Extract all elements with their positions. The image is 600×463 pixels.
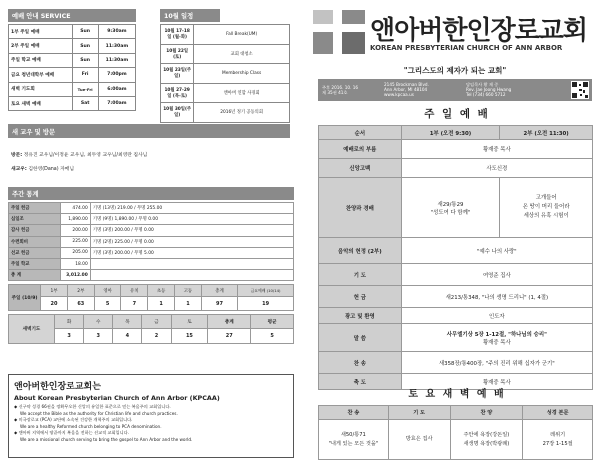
table-row: 10월 22일(토) 교회 대청소	[161, 44, 290, 64]
church-logo	[313, 10, 365, 54]
table-row: 신앙고백 사도신경	[319, 159, 593, 178]
attendance-label: 주일 (10/9)	[9, 285, 41, 311]
cross-logo-icon	[313, 10, 365, 54]
table-row: 1부 주일 예배 Sun 9:30am	[9, 25, 136, 39]
offering-table	[8, 202, 294, 281]
table-row: 10월 23일(주일) Membership Class	[161, 64, 290, 84]
table-row: 축 도 황재중 목사	[319, 374, 593, 390]
issue-info: 주후 2016. 10. 16 제 35권 41호	[322, 85, 359, 95]
table-row: 주일 (10/9) 1부 2부 영아 유치 초등 고등 총계 금요예배 (10/14)	[9, 285, 294, 297]
table-row: 찬 송 기 도 찬 양 성경 본문	[319, 406, 593, 420]
new-members-line: 새교우: 김한영(Dana) 자매님	[11, 167, 75, 172]
church-name-ko: 앤아버한인장로교회	[370, 16, 588, 46]
table-row: 20 63 5 7 1 1 97 19	[9, 297, 294, 311]
worship-header: 예배 안내 SERVICE	[8, 9, 136, 22]
table-row: 주일 학교 예배 Sun 11:30am	[9, 53, 136, 67]
table-row: 새50/통71 "내게 있는 모든 것을" 방효은 집사 주안에 욕장(강돈일) 새생명 욕장(박광례) 레위기 27장 1-15절	[319, 420, 593, 460]
kpcaa-item: ◆ 앤아버 지역에서 땅끝까지 복음을 전하는 선교적 교회입니다. We are a missional church serving to bring the gospel to Ann Arbor and the world.	[14, 430, 193, 442]
table-row: 10월 27-29일 (목-토) 앤아버 연합 사경회	[161, 83, 290, 103]
dawn-prayer-label: 새벽기도	[9, 315, 55, 344]
table-row: 3 3 4 2 15 27 5	[9, 329, 294, 344]
kpcaa-item: ◆ 미국장로교 (PCA) 교단에 소속된 건강한 개혁주의 교회입니다. We are a healthy Reformed church belonging to PCA denomination.	[14, 417, 162, 429]
table-row: 광고 및 환영 인도자	[319, 308, 593, 324]
newcomers-header: 새 교우 및 방문	[8, 124, 290, 138]
table-row: 헌 금 새213/통348, "나의 생명 드리니" (1, 4절)	[319, 286, 593, 308]
church-motto: "그리스도의 제자가 되는 교회"	[403, 66, 507, 75]
church-info-bar	[318, 79, 592, 101]
dawn-prayer-table	[8, 314, 294, 344]
table-row: 수련회비 225.00 기명 (2명) 225.00 / 무명 0.00	[9, 236, 294, 247]
table-row: 새벽기도 화 수 목 금 토 총계 평균	[9, 315, 294, 329]
kpcaa-subtitle: About Korean Presbyterian Church of Ann Arbor (KPCAA)	[14, 394, 220, 402]
kpcaa-title: 앤아버한인장로교회는	[14, 382, 101, 392]
saturday-order-table	[318, 405, 593, 460]
table-row: 주일 헌금 474.00 기명 (13명) 219.00 / 무명 255.00	[9, 203, 294, 214]
table-row: 기 도 여영준 집사	[319, 264, 593, 286]
diamond-bullet-icon: ◆	[14, 430, 19, 436]
weekly-stats	[8, 187, 294, 344]
table-row: 십일조 1,890.00 기명 (9명) 1,890.00 / 무명 0.00	[9, 214, 294, 225]
table-row: 말 씀 사무엘기상 5장 1-12절, "하나님의 승리" 황재중 목사	[319, 324, 593, 352]
table-row: 찬 송 새358장/통400장, "주의 진리 위해 십자가 군기"	[319, 352, 593, 374]
pastor-info: 담임목사 황 재 중 Rev. Jae Joong Hwang Tel (734) 660 5712	[466, 82, 512, 97]
diamond-bullet-icon: ◆	[14, 417, 19, 423]
kpcaa-box	[8, 374, 294, 458]
table-row: 새벽 기도회 Tue-Fri 6:00am	[9, 82, 136, 96]
table-row: 선교 헌금 205.00 기명 (3명) 200.00 / 무명 5.00	[9, 247, 294, 258]
table-row: 10월 17-18일 (월-화) Fall Break(UM)	[161, 25, 290, 45]
address-info: 2145 Brockman Blvd. Ann Arbor, MI 48104 www.kpcaa.us	[384, 82, 429, 97]
worship-table	[8, 24, 136, 111]
table-row: 예배로의 부름 황재중 목사	[319, 140, 593, 159]
table-row: 찬양과 경배 새29/통29 "성도여 다 함께" 고개들어 온 땅이 머리 들어라 세상의 유혹 시험이	[319, 178, 593, 238]
october-schedule	[160, 9, 290, 123]
table-row: 금요 청년대학부 예배 Fri 7:00pm	[9, 68, 136, 82]
stats-header: 주간 통계	[8, 187, 294, 200]
sunday-worship-title: 주 일 예 배	[424, 108, 490, 120]
diamond-bullet-icon: ◆	[14, 404, 19, 409]
kpcaa-item: ◆ 신구약 성경 66권을 정확무오한 신앙의 유일한 표준으로 믿는 복음주의 교회입니다. We accept the Bible as the authority for Christian life and church practices.	[14, 404, 178, 416]
qr-code-icon	[571, 81, 589, 99]
table-row: 토요 새벽 예배 Sat 7:00am	[9, 96, 136, 110]
table-row: 감사 헌금 200.00 기명 (3명) 200.00 / 무명 0.00	[9, 225, 294, 236]
table-row: 10월 30일(주일) 2016년 정기 공동의회	[161, 103, 290, 123]
worship-schedule	[8, 9, 136, 111]
table-row: 2부 주일 예배 Sun 11:30am	[9, 39, 136, 53]
newcomers-section	[8, 124, 290, 172]
table-row: 주일 학교 18.00	[9, 258, 294, 269]
saturday-worship-title: 토 요 새 벽 예 배	[408, 389, 506, 400]
church-name-en: KOREAN PRESBYTERIAN CHURCH OF ANN ARBOR	[370, 44, 563, 52]
table-row: 순서 1부 (오전 9:30) 2부 (오전 11:30)	[319, 126, 593, 140]
october-header: 10월 일정	[160, 9, 220, 22]
sunday-order-table	[318, 125, 593, 390]
attendance-table	[8, 284, 294, 311]
table-row: 음악의 헌정 (2부) "예수 나의 사랑"	[319, 238, 593, 264]
visitors-line: 방문: 정유진 교우님/이정윤 교우님, 최두영 교우님/최영란 집사님	[11, 153, 148, 158]
table-row: 총 계 3,012.00	[9, 270, 294, 281]
october-table	[160, 24, 290, 123]
